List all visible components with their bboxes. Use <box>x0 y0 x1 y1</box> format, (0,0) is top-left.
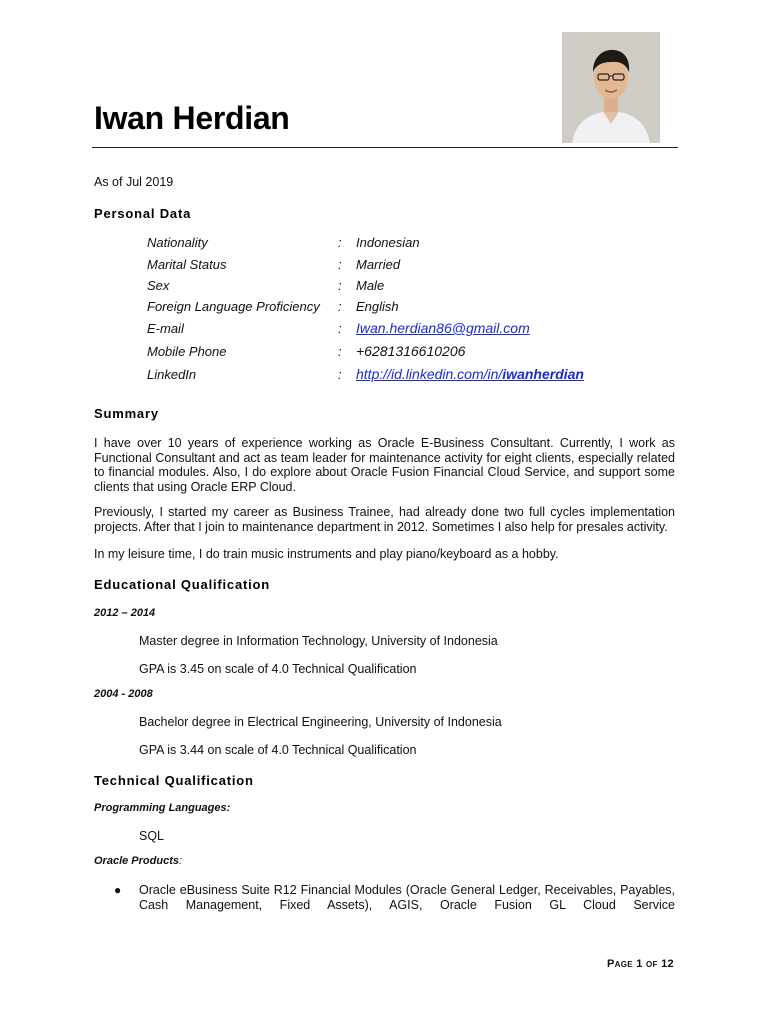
mobile-phone-label: Mobile Phone <box>147 344 227 359</box>
page-total: 12 <box>661 958 674 970</box>
education-heading: Educational Qualification <box>94 577 271 592</box>
education-gpa-1: GPA is 3.45 on scale of 4.0 Technical Qualification <box>139 662 417 676</box>
email-link-container <box>356 320 530 336</box>
page-word: Page <box>607 958 633 970</box>
linkedin-label: LinkedIn <box>147 367 197 382</box>
linkedin-link-container <box>356 366 584 382</box>
personal-data-heading: Personal Data <box>94 206 192 221</box>
profile-photo <box>562 32 660 143</box>
language-label: Foreign Language Proficiency <box>147 299 320 314</box>
education-period-2: 2004 - 2008 <box>94 688 153 700</box>
education-period-1: 2012 – 2014 <box>94 607 156 619</box>
as-of-date: As of Jul 2019 <box>94 175 174 189</box>
nationality-colon: : <box>338 235 342 250</box>
marital-status-colon: : <box>338 257 342 272</box>
header-divider <box>92 147 678 148</box>
marital-status-label: Marital Status <box>147 257 227 272</box>
linkedin-colon: : <box>338 367 342 382</box>
summary-paragraph-1: I have over 10 years of experience working as Oracle E-Business Consultant. Currently, I work as Functional Consultant and act as team leader for maintenance activity for eight clients, especially related to financial modules. Also, I do explore about Oracle Fusion Financial Cloud Service, and support some clients that using Oracle ERP Cloud. <box>94 436 675 494</box>
oracle-products-label-row <box>94 855 182 867</box>
language-colon: : <box>338 299 342 314</box>
oracle-products-colon: : <box>178 855 183 867</box>
linkedin-url-prefix[interactable]: http://id.linkedin.com/in/ <box>356 366 503 382</box>
linkedin-link[interactable] <box>356 366 584 382</box>
summary-heading: Summary <box>94 406 159 421</box>
page-current: 1 <box>636 958 643 970</box>
programming-languages-label: Programming Languages: <box>94 802 231 814</box>
email-link[interactable]: Iwan.herdian86@gmail.com <box>356 320 530 336</box>
sex-colon: : <box>338 278 342 293</box>
resume-name: Iwan Herdian <box>94 100 290 136</box>
technical-heading: Technical Qualification <box>94 773 254 788</box>
sex-label: Sex <box>147 278 170 293</box>
nationality-value: Indonesian <box>356 235 420 250</box>
summary-paragraph-3: In my leisure time, I do train music instruments and play piano/keyboard as a hobby. <box>94 547 559 561</box>
oracle-product-item-1: Oracle eBusiness Suite R12 Financial Modules (Oracle General Ledger, Receivables, Payables, Cash Management, Fixed Assets), AGIS, Oracle Fusion GL Cloud Service <box>139 883 675 912</box>
marital-status-value: Married <box>356 257 401 272</box>
oracle-products-label: Oracle Products <box>94 855 179 867</box>
education-degree-2: Bachelor degree in Electrical Engineering, University of Indonesia <box>139 715 502 729</box>
email-colon: : <box>338 321 342 336</box>
mobile-phone-value: +6281316610206 <box>356 343 466 359</box>
page-number <box>607 958 674 970</box>
person-portrait-icon <box>562 32 660 143</box>
nationality-label: Nationality <box>147 235 208 250</box>
linkedin-username[interactable]: iwanherdian <box>502 366 584 382</box>
mobile-phone-colon: : <box>338 344 342 359</box>
bullet-icon: ● <box>114 883 122 897</box>
email-label: E-mail <box>147 321 184 336</box>
summary-paragraph-2: Previously, I started my career as Business Trainee, had already done two full cycles implementation projects. After that I join to maintenance department in 2012. Sometimes I also help for presales activity. <box>94 505 675 534</box>
of-word: of <box>646 958 658 970</box>
sex-value: Male <box>356 278 385 293</box>
programming-language-sql: SQL <box>139 829 165 843</box>
education-degree-1: Master degree in Information Technology, University of Indonesia <box>139 634 498 648</box>
education-gpa-2: GPA is 3.44 on scale of 4.0 Technical Qualification <box>139 743 417 757</box>
language-value: English <box>356 299 399 314</box>
